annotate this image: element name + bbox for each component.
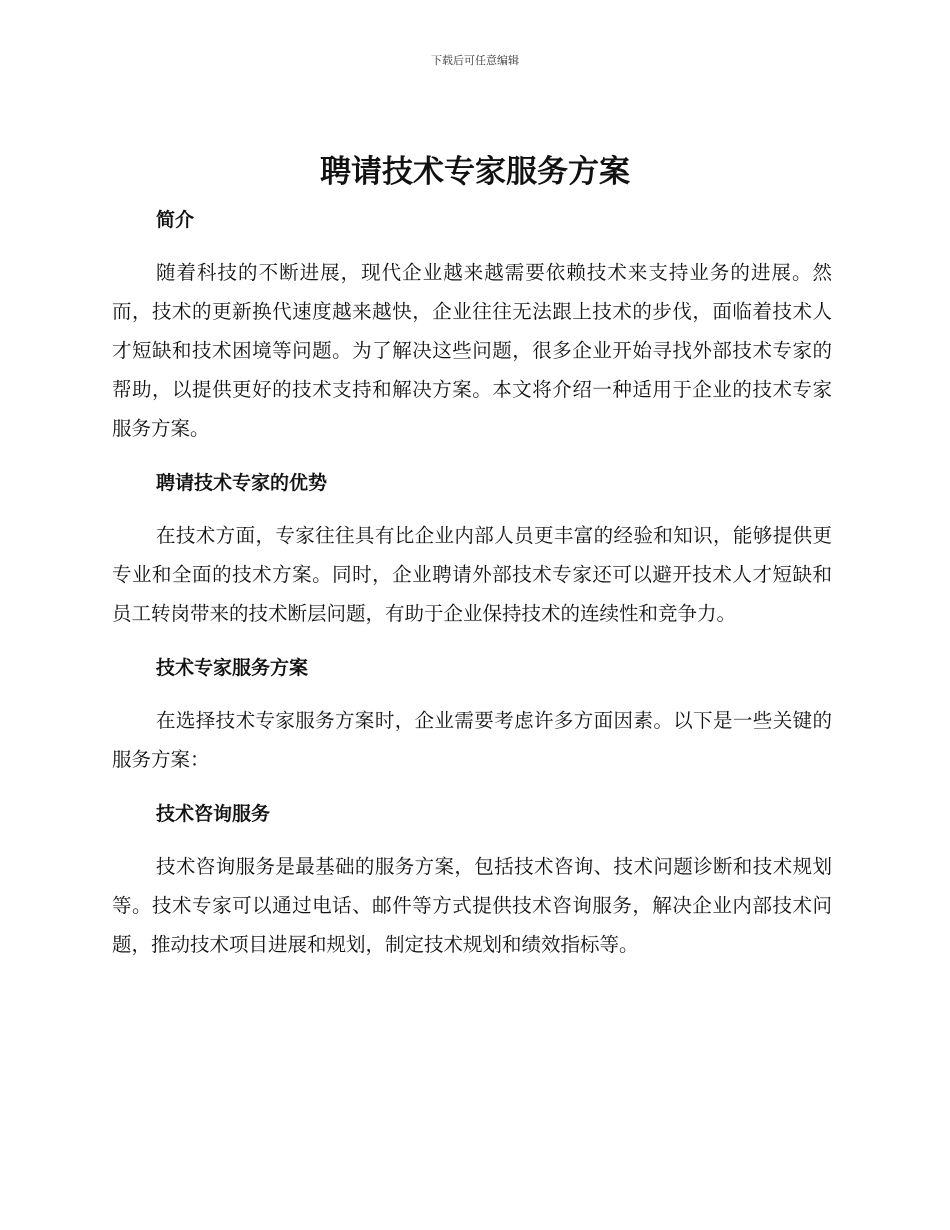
page-title: 聘请技术专家服务方案 <box>320 154 630 190</box>
section-heading-intro: 简介 <box>156 209 195 231</box>
section-paragraph-service-plan: 在选择技术专家服务方案时，企业需要考虑许多方面因素。以下是一些关键的服务方案： <box>112 709 832 771</box>
header-note: 下载后可任意编辑 <box>431 54 519 67</box>
section-paragraph-advantages: 在技术方面，专家往往具有比企业内部人员更丰富的经验和知识，能够提供更专业和全面的技术方案。同时，企业聘请外部技术专家还可以避开技术人才短缺和员工转岗带来的技术断层问题，有助于企业保持技术的连续性和竞争力。 <box>112 524 832 625</box>
section-heading-consulting: 技术咨询服务 <box>156 803 271 825</box>
section-paragraph-intro: 随着科技的不断进展，现代企业越来越需要依赖技术来支持业务的进展。然而，技术的更新换代速度越来越快，企业往往无法跟上技术的步伐，面临着技术人才短缺和技术困境等问题。为了解决这些问题，很多企业开始寻找外部技术专家的帮助，以提供更好的技术支持和解决方案。本文将介绍一种适用于企业的技术专家服务方案。 <box>112 261 832 440</box>
section-heading-service-plan: 技术专家服务方案 <box>156 657 309 679</box>
section-heading-advantages: 聘请技术专家的优势 <box>156 472 328 494</box>
document-body <box>112 205 832 964</box>
section-paragraph-consulting: 技术咨询服务是最基础的服务方案，包括技术咨询、技术问题诊断和技术规划等。技术专家可以通过电话、邮件等方式提供技术咨询服务，解决企业内部技术问题，推动技术项目进展和规划，制定技术规划和绩效指标等。 <box>112 855 832 956</box>
